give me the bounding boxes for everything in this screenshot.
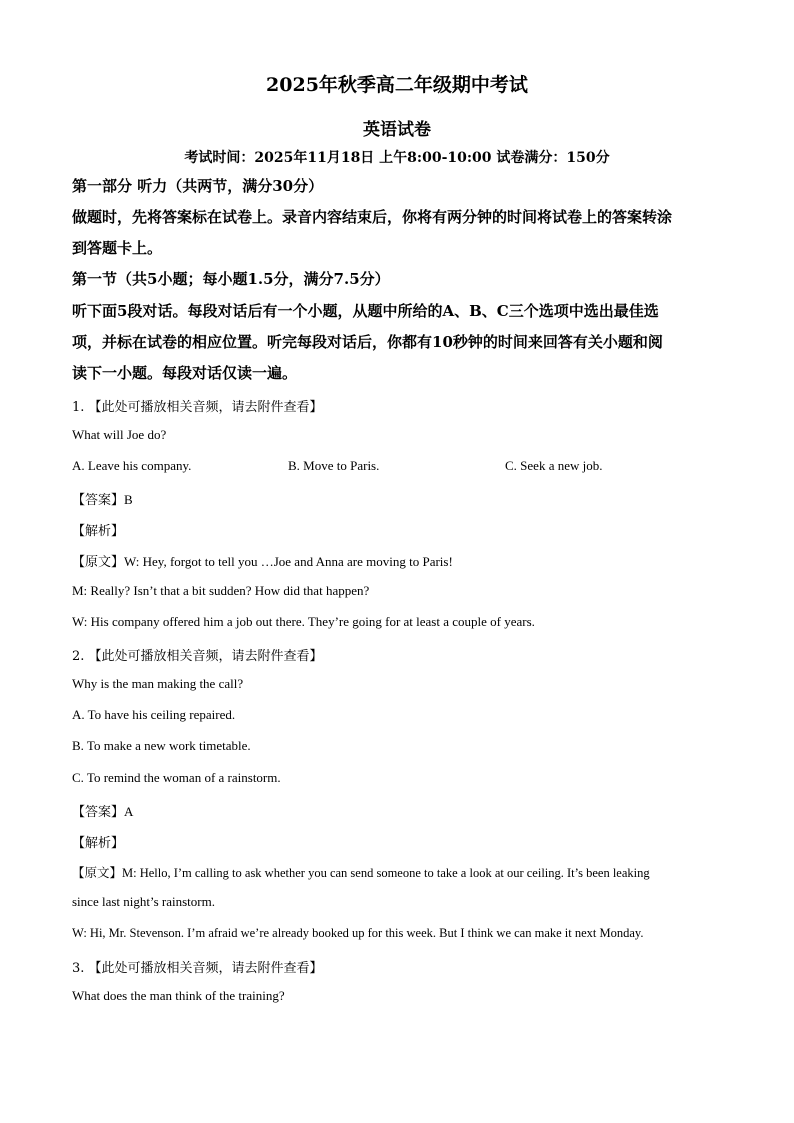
q2-option-c: C. To remind the woman of a rainstorm. [72,770,281,785]
q2-answer-line [72,801,133,820]
section1-instructions-line2: 项，并标在试卷的相应位置。听完每段对话后，你都有10秒钟的时间来回答有关小题和阅 [72,333,663,351]
q1-option-c: C. Seek a new job. [505,458,603,473]
q1-answer-line [72,489,133,508]
q1-option-b: B. Move to Paris. [288,458,380,473]
q1-question: What will Joe do? [72,427,167,442]
q1-script-line2: M: Really? Isn’t that a bit sudden? How did that happen? [72,583,370,598]
q3-question: What does the man think of the training? [72,988,285,1003]
q2-answer-label: 【答案】 [72,805,125,820]
q1-answer: B [124,492,133,507]
q1-answer-label: 【答案】 [72,493,125,508]
q2-answer: A [124,804,134,819]
section1-heading: 第一节（共5小题；每小题1.5分，满分7.5分） [72,270,390,288]
q2-script-line1: 【原文】M: Hello, I’m calling to ask whether you can send someone to take a look at our ceiling. It’s been leaking [72,866,650,880]
q1-analysis-label: 【解析】 [72,524,125,539]
q2-analysis-label: 【解析】 [72,836,125,851]
q2-option-a: A. To have his ceiling repaired. [72,707,236,722]
exam-info: 考试时间：2025年11月18日 上午8:00-10:00 试卷满分：150分 [184,150,610,166]
q1-script-line1: 【原文】W: Hey, forgot to tell you …Joe and Anna are moving to Paris! [72,554,453,569]
q2-script-line2: since last night’s rainstorm. [72,894,215,909]
section1-instructions-line3: 读下一小题。每段对话仅读一遍。 [72,364,298,382]
q2-option-b: B. To make a new work timetable. [72,738,251,753]
q2-script-line3: W: Hi, Mr. Stevenson. I’m afraid we’re already booked up for this week. But I think we can make it next Monday. [72,926,644,940]
q3-audio-note[interactable]: 3. 【此处可播放相关音频，请去附件查看】 [72,961,323,976]
subject-title: 英语试卷 [363,120,431,140]
part1-instructions-line2: 到答题卡上。 [72,239,163,257]
q2-audio-note[interactable]: 2. 【此处可播放相关音频，请去附件查看】 [72,649,323,664]
section1-instructions-line1: 听下面5段对话。每段对话后有一个小题，从题中所给的A、B、C三个选项中选出最佳选 [72,302,659,320]
q1-script-line3: W: His company offered him a job out there. They’re going for at least a couple of years. [72,614,535,629]
q1-option-a: A. Leave his company. [72,458,192,473]
exam-title: 2025年秋季高二年级期中考试 [266,74,528,96]
part1-heading: 第一部分 听力（共两节，满分30分） [72,177,324,195]
q1-audio-note[interactable]: 1. 【此处可播放相关音频，请去附件查看】 [72,400,323,415]
part1-instructions-line1: 做题时，先将答案标在试卷上。录音内容结束后，你将有两分钟的时间将试卷上的答案转涂 [72,208,673,226]
q2-question: Why is the man making the call? [72,676,244,691]
